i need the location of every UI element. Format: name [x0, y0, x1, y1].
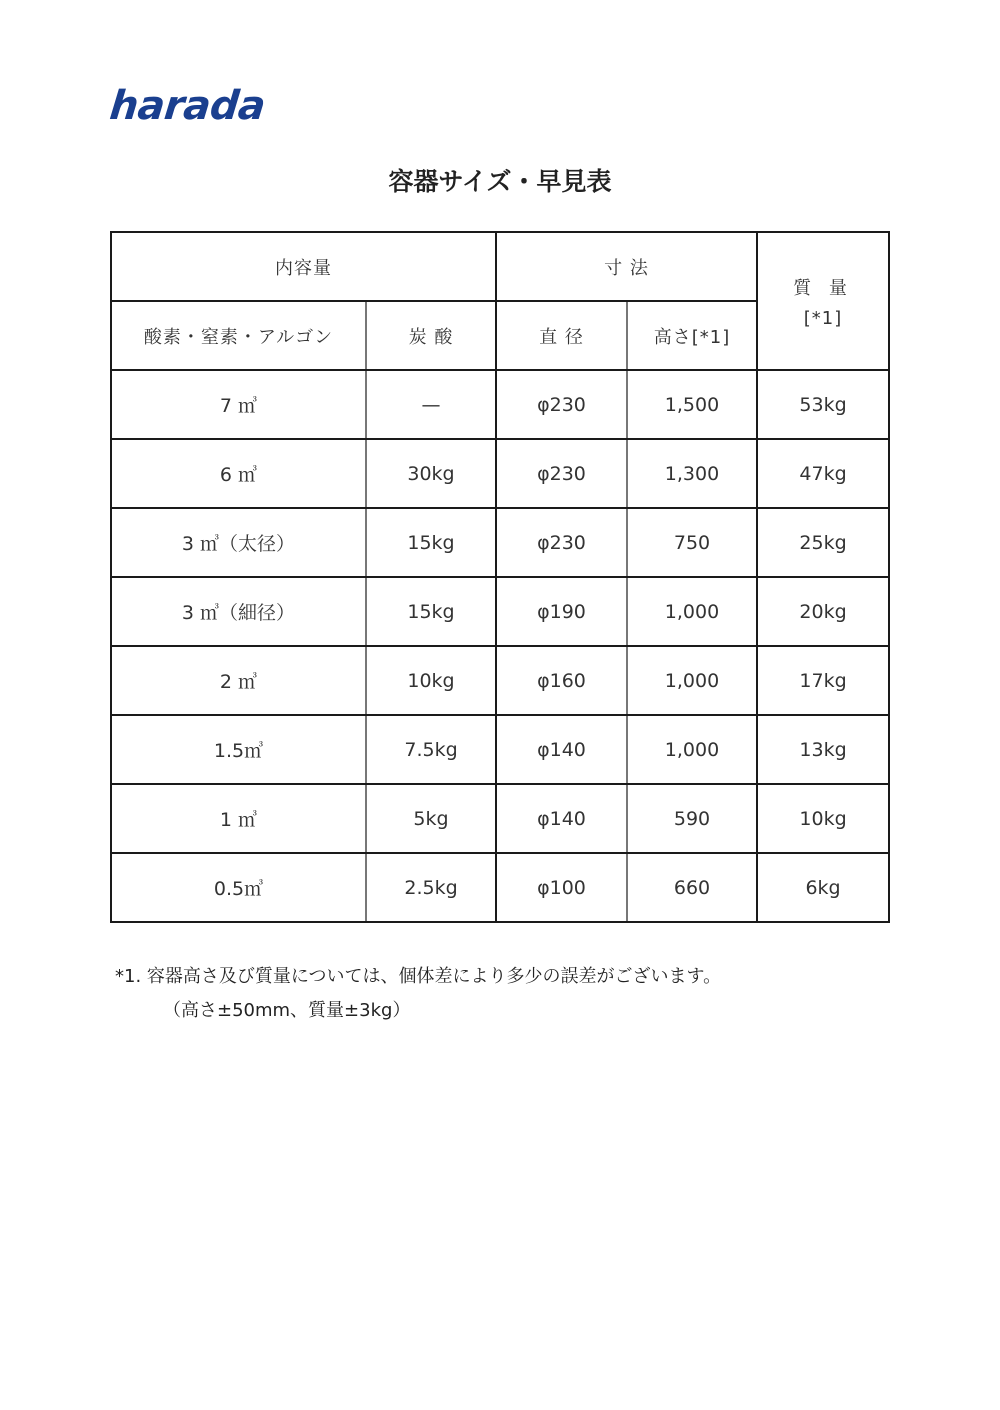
co2-cell: 30kg — [366, 439, 496, 508]
dimensions-header: 寸 法 — [496, 232, 757, 301]
table-row — [111, 784, 889, 853]
height-cell: 1,000 — [627, 646, 757, 715]
footnote-line-1: *1. 容器高さ及び質量については、個体差により多少の誤差がございます。 — [115, 966, 722, 987]
mass-cell: 47kg — [757, 439, 889, 508]
co2-cell: 7.5kg — [366, 715, 496, 784]
co2-cell: 2.5kg — [366, 853, 496, 922]
height-cell: 1,300 — [627, 439, 757, 508]
mass-cell: 20kg — [757, 577, 889, 646]
volume-cell: 0.5㎥ — [111, 853, 366, 922]
mass-cell: 53kg — [757, 370, 889, 439]
table-row — [111, 439, 889, 508]
mass-cell: 25kg — [757, 508, 889, 577]
table-row — [111, 370, 889, 439]
table-row — [111, 715, 889, 784]
header-row-1 — [111, 232, 889, 301]
co2-cell: 15kg — [366, 508, 496, 577]
diameter-cell: φ230 — [496, 439, 627, 508]
diameter-cell: φ100 — [496, 853, 627, 922]
volume-cell: 3 ㎥（太径） — [111, 508, 366, 577]
volume-cell: 6 ㎥ — [111, 439, 366, 508]
footnote-line-2: （高さ±50mm、質量±3kg） — [163, 1000, 411, 1021]
mass-cell: 13kg — [757, 715, 889, 784]
height-cell: 590 — [627, 784, 757, 853]
mass-cell: 17kg — [757, 646, 889, 715]
table-row — [111, 577, 889, 646]
co2-cell: 10kg — [366, 646, 496, 715]
diameter-cell: φ230 — [496, 370, 627, 439]
co2-header: 炭 酸 — [366, 301, 496, 370]
diameter-cell: φ140 — [496, 784, 627, 853]
gas-types-header: 酸素・窒素・アルゴン — [111, 301, 366, 370]
container-size-table — [110, 231, 890, 923]
table-row — [111, 853, 889, 922]
diameter-cell: φ190 — [496, 577, 627, 646]
volume-cell: 2 ㎥ — [111, 646, 366, 715]
footnote — [115, 960, 721, 1028]
diameter-cell: φ140 — [496, 715, 627, 784]
page-title: 容器サイズ・早見表 — [388, 167, 612, 196]
volume-cell: 7 ㎥ — [111, 370, 366, 439]
mass-cell: 10kg — [757, 784, 889, 853]
table-row — [111, 646, 889, 715]
height-cell: 1,500 — [627, 370, 757, 439]
height-cell: 1,000 — [627, 715, 757, 784]
mass-header-label: 質 量 — [793, 277, 853, 299]
height-cell: 750 — [627, 508, 757, 577]
co2-cell: 5kg — [366, 784, 496, 853]
capacity-header: 内容量 — [111, 232, 496, 301]
height-cell: 1,000 — [627, 577, 757, 646]
mass-cell: 6kg — [757, 853, 889, 922]
co2-cell: — — [366, 370, 496, 439]
height-header: 高さ[*1] — [627, 301, 757, 370]
volume-cell: 1.5㎥ — [111, 715, 366, 784]
harada-logo: harada — [107, 83, 268, 129]
diameter-cell: φ230 — [496, 508, 627, 577]
diameter-header: 直 径 — [496, 301, 627, 370]
table-row — [111, 508, 889, 577]
co2-cell: 15kg — [366, 577, 496, 646]
mass-header-note: [*1] — [803, 307, 843, 329]
height-cell: 660 — [627, 853, 757, 922]
diameter-cell: φ160 — [496, 646, 627, 715]
volume-cell: 1 ㎥ — [111, 784, 366, 853]
volume-cell: 3 ㎥（細径） — [111, 577, 366, 646]
mass-header — [757, 232, 889, 370]
